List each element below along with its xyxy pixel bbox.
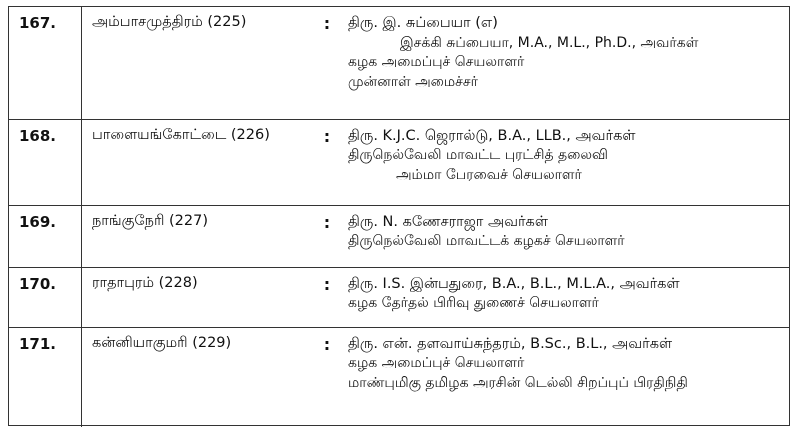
serial-number: 169.	[9, 205, 82, 267]
candidate-name-line: திரு. N. கணேசராஜா அவர்கள்	[348, 213, 548, 230]
candidate-position: கழக அமைப்புச் செயலாளர்	[348, 355, 525, 371]
candidate-name-line: திரு. I.S. இன்பதுரை, B.A., B.L., M.L.A., அவர்கள்	[348, 275, 680, 292]
colon-separator: :	[323, 14, 331, 33]
colon-separator: :	[316, 327, 338, 427]
candidate-table	[9, 7, 789, 427]
candidate-position: முன்னாள் அமைச்சர்	[348, 73, 478, 90]
candidate-position: அம்மா பேரவைச் செயலாளர்	[396, 166, 582, 183]
serial-number: 170.	[9, 267, 82, 327]
table-row	[9, 267, 789, 327]
candidate-name-line: திரு. K.J.C. ஜெரால்டு, B.A., LLB., அவர்கள்	[348, 127, 636, 144]
constituency-name: கன்னியாகுமரி (229)	[82, 327, 317, 427]
candidate-list-sheet	[8, 6, 790, 426]
colon-separator: :	[316, 119, 338, 205]
serial-number: 171.	[9, 327, 82, 427]
table-row	[9, 205, 789, 267]
candidate-name-line: திரு. இ. சுப்பையா (எ)	[348, 15, 498, 31]
candidate-position: திருநெல்வேலி மாவட்டக் கழகச் செயலாளர்	[348, 233, 625, 249]
colon-separator: :	[316, 205, 338, 267]
candidate-position: மாண்புமிகு தமிழக அரசின் டெல்லி சிறப்புப் பிரதிநிதி	[348, 374, 688, 391]
table-row	[9, 327, 789, 427]
serial-number: 167.	[9, 7, 82, 119]
candidate-details	[338, 267, 789, 327]
serial-number: 168.	[9, 119, 82, 205]
candidate-name-continued: இசக்கி சுப்பையா, M.A., M.L., Ph.D., அவர்கள்	[400, 34, 699, 51]
table-row	[9, 119, 789, 205]
candidate-details	[338, 7, 789, 119]
candidate-details	[338, 119, 789, 205]
table-row	[9, 7, 789, 119]
candidate-name-line: திரு. என். தளவாய்சுந்தரம், B.Sc., B.L., அவர்கள்	[348, 335, 673, 352]
candidate-position: திருநெல்வேலி மாவட்ட புரட்சித் தலைவி	[348, 147, 608, 163]
constituency-name: ராதாபுரம் (228)	[82, 267, 317, 327]
colon-separator: :	[316, 267, 338, 327]
candidate-position: கழக அமைப்புச் செயலாளர்	[348, 54, 525, 70]
candidate-details	[338, 205, 789, 267]
candidate-details	[338, 327, 789, 427]
constituency-name: அம்பாசமுத்திரம் (225)	[92, 14, 247, 30]
constituency-name: நாங்குநேரி (227)	[82, 205, 317, 267]
candidate-position: கழக தேர்தல் பிரிவு துணைச் செயலாளர்	[348, 295, 599, 311]
constituency-name: பாளையங்கோட்டை (226)	[82, 119, 317, 205]
